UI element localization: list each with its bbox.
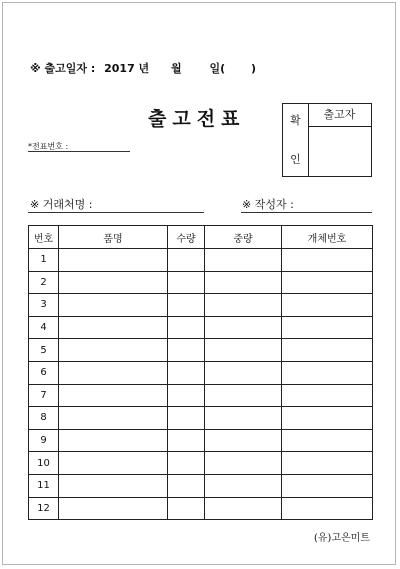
table-row: [29, 384, 373, 407]
column-entity-number-cell[interactable]: [282, 316, 373, 339]
row-number: 6: [29, 361, 59, 384]
release-day-close: ): [251, 62, 257, 75]
table-row: [29, 407, 373, 430]
row-number: 3: [29, 294, 59, 317]
row-number: 4: [29, 316, 59, 339]
column-entity-number-cell[interactable]: [282, 384, 373, 407]
column-entity-number-header: 개체번호: [282, 226, 373, 249]
document-title: 출고전표: [148, 108, 246, 130]
release-date-label: ※ 출고일자 :: [30, 62, 96, 75]
column-entity-number-cell[interactable]: [282, 249, 373, 272]
column-item-name-cell[interactable]: [59, 429, 168, 452]
slip-number-label: *전표번호 :: [28, 142, 69, 151]
column-quantity-header: 수량: [168, 226, 205, 249]
table-row: [29, 474, 373, 497]
client-name-label: ※ 거래처명 :: [30, 198, 93, 211]
column-weight-cell[interactable]: [205, 407, 282, 430]
author-label: ※ 작성자 :: [242, 198, 294, 211]
table-header-row: [29, 226, 373, 249]
table-row: [29, 316, 373, 339]
column-entity-number-cell[interactable]: [282, 339, 373, 362]
column-quantity-cell[interactable]: [168, 497, 205, 520]
column-weight-cell[interactable]: [205, 316, 282, 339]
column-quantity-cell[interactable]: [168, 429, 205, 452]
table-row: [29, 339, 373, 362]
column-weight-cell[interactable]: [205, 249, 282, 272]
release-date-line: [30, 60, 256, 76]
column-entity-number-cell[interactable]: [282, 429, 373, 452]
row-number: 12: [29, 497, 59, 520]
release-day: 일(: [209, 62, 226, 75]
column-weight-cell[interactable]: [205, 474, 282, 497]
column-item-name-cell[interactable]: [59, 407, 168, 430]
column-weight-cell[interactable]: [205, 497, 282, 520]
column-number-header: 번호: [29, 226, 59, 249]
column-weight-cell[interactable]: [205, 361, 282, 384]
column-item-name-cell[interactable]: [59, 271, 168, 294]
confirm-char-1: 확: [290, 114, 301, 127]
column-item-name-cell[interactable]: [59, 339, 168, 362]
column-quantity-cell[interactable]: [168, 339, 205, 362]
table-row: [29, 249, 373, 272]
row-number: 2: [29, 271, 59, 294]
client-name-field[interactable]: [28, 212, 204, 213]
column-item-name-cell[interactable]: [59, 361, 168, 384]
column-entity-number-cell[interactable]: [282, 474, 373, 497]
row-number: 8: [29, 407, 59, 430]
author-field[interactable]: [241, 212, 372, 213]
release-month: 월: [171, 62, 182, 75]
row-number: 5: [29, 339, 59, 362]
column-item-name-cell[interactable]: [59, 474, 168, 497]
column-quantity-cell[interactable]: [168, 316, 205, 339]
column-quantity-cell[interactable]: [168, 384, 205, 407]
column-item-name-cell[interactable]: [59, 249, 168, 272]
releaser-header: 출고자: [308, 104, 371, 127]
column-quantity-cell[interactable]: [168, 452, 205, 475]
row-number: 9: [29, 429, 59, 452]
row-number: 11: [29, 474, 59, 497]
column-item-name-cell[interactable]: [59, 294, 168, 317]
column-quantity-cell[interactable]: [168, 249, 205, 272]
column-item-name-header: 품명: [59, 226, 168, 249]
table-row: [29, 429, 373, 452]
column-weight-header: 중량: [205, 226, 282, 249]
row-number: 7: [29, 384, 59, 407]
column-weight-cell[interactable]: [205, 294, 282, 317]
column-weight-cell[interactable]: [205, 452, 282, 475]
slip-number-field[interactable]: [28, 151, 130, 152]
column-quantity-cell[interactable]: [168, 271, 205, 294]
table-row: [29, 271, 373, 294]
release-year: 2017 년: [104, 62, 150, 75]
column-item-name-cell[interactable]: [59, 384, 168, 407]
column-item-name-cell[interactable]: [59, 316, 168, 339]
column-quantity-cell[interactable]: [168, 407, 205, 430]
items-table: [28, 225, 373, 520]
confirmation-box: [282, 103, 372, 177]
column-quantity-cell[interactable]: [168, 361, 205, 384]
column-item-name-cell[interactable]: [59, 452, 168, 475]
column-weight-cell[interactable]: [205, 384, 282, 407]
column-quantity-cell[interactable]: [168, 294, 205, 317]
column-entity-number-cell[interactable]: [282, 361, 373, 384]
column-entity-number-cell[interactable]: [282, 271, 373, 294]
confirm-char-2: 인: [290, 153, 301, 166]
column-quantity-cell[interactable]: [168, 474, 205, 497]
column-entity-number-cell[interactable]: [282, 294, 373, 317]
column-weight-cell[interactable]: [205, 271, 282, 294]
table-row: [29, 452, 373, 475]
column-entity-number-cell[interactable]: [282, 497, 373, 520]
table-row: [29, 294, 373, 317]
column-entity-number-cell[interactable]: [282, 407, 373, 430]
table-row: [29, 361, 373, 384]
company-name: (유)고은미트: [313, 533, 370, 544]
row-number: 10: [29, 452, 59, 475]
column-weight-cell[interactable]: [205, 429, 282, 452]
table-row: [29, 497, 373, 520]
column-item-name-cell[interactable]: [59, 497, 168, 520]
column-weight-cell[interactable]: [205, 339, 282, 362]
column-entity-number-cell[interactable]: [282, 452, 373, 475]
row-number: 1: [29, 249, 59, 272]
